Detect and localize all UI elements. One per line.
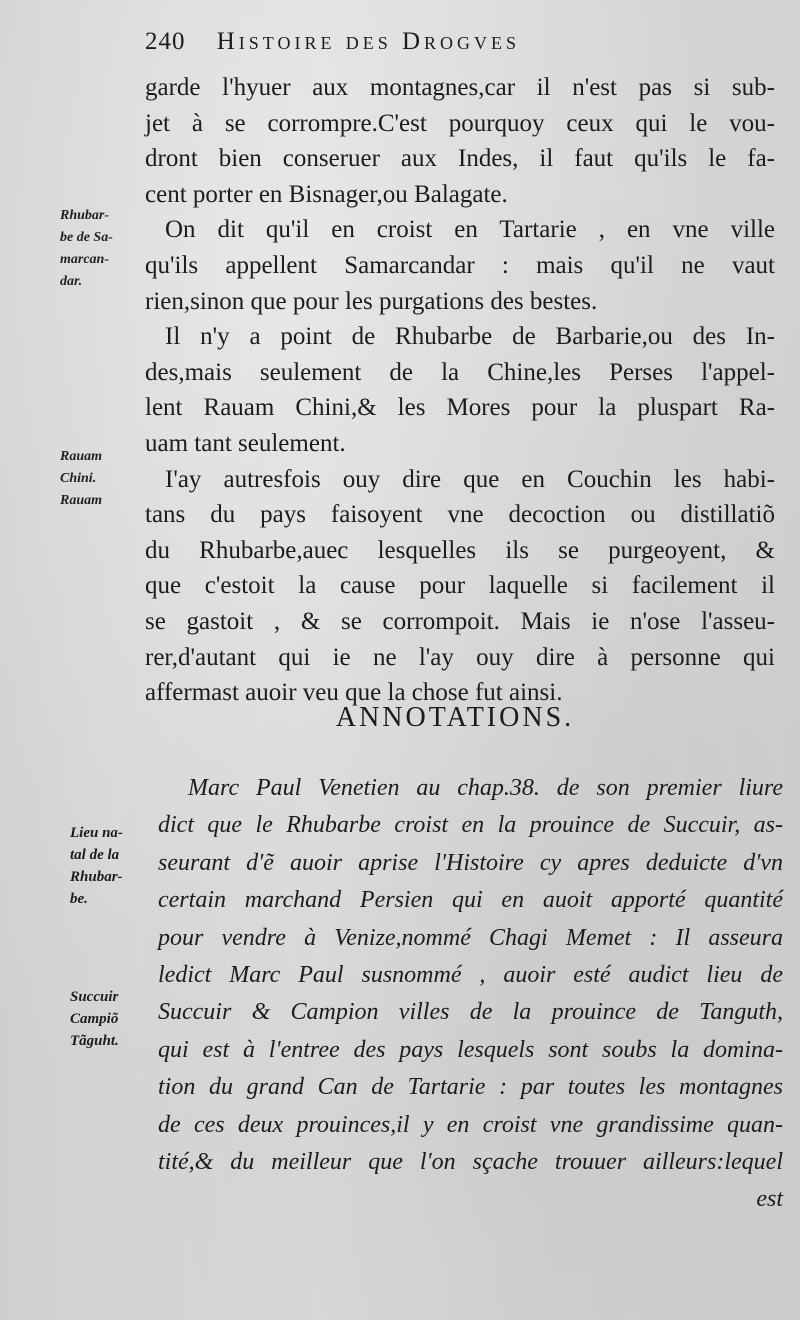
text-line: Il n'y a point de Rhubarbe de Barbarie,ou des In- <box>165 323 775 351</box>
text-line: uam tant seulement. <box>145 429 346 457</box>
margin-note-line: Rauam <box>60 449 103 464</box>
text-line: jet à se corrompre.C'est pourquoy ceux qui le vou- <box>145 109 775 137</box>
margin-note-line: Lieu na- <box>70 825 123 841</box>
text-line: tans du pays faisoyent vne decoction ou distillatiõ <box>145 501 775 529</box>
page-number: 240 <box>145 28 186 55</box>
margin-note-line: Rhubar- <box>60 208 110 223</box>
annotation-line: Succuir & Campion villes de la prouince de Tanguth, <box>158 999 783 1026</box>
text-line: affermast auoir veu que la chose fut ainsi. <box>145 679 563 707</box>
text-line: du Rhubarbe,auec lesquelles ils se purgeoyent, & <box>145 536 775 564</box>
catchword: est <box>756 1186 783 1213</box>
text-line: rien,sinon que pour les purgations des bestes. <box>145 287 598 315</box>
margin-note-line: Tãguht. <box>70 1033 119 1049</box>
text-line: I'ay autresfois ouy dire que en Couchin les habi- <box>165 465 775 493</box>
margin-note-line: Chini. <box>60 471 97 486</box>
annotation-line: dict que le Rhubarbe croist en la prouince de Succuir, as- <box>158 812 783 839</box>
annotation-line: de ces deux prouinces,il y en croist vne grandissime quan- <box>158 1111 783 1138</box>
margin-note-line: tal de la <box>70 847 120 863</box>
margin-note-line: dar. <box>60 274 83 289</box>
annotation-line: pour vendre à Venize,nommé Chagi Memet : Il asseura <box>158 924 783 951</box>
text-line: cent porter en Bisnager,ou Balagate. <box>145 180 508 208</box>
annotations-text <box>158 770 783 1219</box>
margin-note-line: be. <box>70 891 88 907</box>
margin-note-samarcandar <box>60 205 142 293</box>
annotation-line: seurant d'ẽ auoir aprise l'Histoire cy apres deduicte d'vn <box>158 849 783 876</box>
margin-note-succuir <box>70 986 160 1052</box>
annotations-heading-text: ANNOTATIONS. <box>335 702 575 733</box>
annotation-line: certain marchand Persien qui en auoit apporté quantité <box>158 887 783 914</box>
main-text <box>145 70 775 711</box>
text-line: se gastoit , & se corrompoit. Mais ie n'ose l'asseu- <box>145 607 775 635</box>
margin-note-line: Succuir <box>70 989 119 1005</box>
margin-note-line: Campiõ <box>70 1011 119 1027</box>
annotation-line: tion du grand Can de Tartarie : par toutes les montagnes <box>158 1074 783 1101</box>
text-line: des,mais seulement de la Chine,les Perses l'appel- <box>145 358 775 386</box>
text-line: que c'estoit la cause pour laquelle si facilement il <box>145 572 775 600</box>
text-line: dront bien conseruer aux Indes, il faut qu'ils le fa- <box>145 145 775 173</box>
text-line: On dit qu'il en croist en Tartarie , en vne ville <box>165 216 775 244</box>
annotation-line: tité,& du meilleur que l'on sçache trouuer ailleurs:lequel <box>158 1148 783 1175</box>
annotation-line: qui est à l'entree des pays lesquels sont soubs la domina- <box>158 1036 783 1063</box>
running-title: Histoire des Drogves <box>216 28 521 55</box>
text-line: lent Rauam Chini,& les Mores pour la pluspart Ra- <box>145 394 775 422</box>
margin-note-line: Rhubar- <box>70 869 123 885</box>
text-line: rer,d'autant qui ie ne l'ay ouy dire à personne qui <box>145 643 775 671</box>
annotations-heading <box>0 702 800 734</box>
margin-note-rauam <box>60 446 142 512</box>
margin-note-line: marcan- <box>60 252 109 267</box>
running-header <box>145 28 520 56</box>
margin-note-line: be de Sa- <box>60 230 113 245</box>
annotation-line: Marc Paul Venetien au chap.38. de son premier liure <box>188 775 783 801</box>
annotation-line: ledict Marc Paul susnommé , auoir esté audict lieu de <box>158 961 783 988</box>
margin-note-line: Rauam <box>60 493 103 508</box>
text-line: qu'ils appellent Samarcandar : mais qu'il ne vaut <box>145 251 775 279</box>
text-line: garde l'hyuer aux montagnes,car il n'est pas si sub- <box>145 74 775 101</box>
margin-note-lieu-natal <box>70 822 160 910</box>
